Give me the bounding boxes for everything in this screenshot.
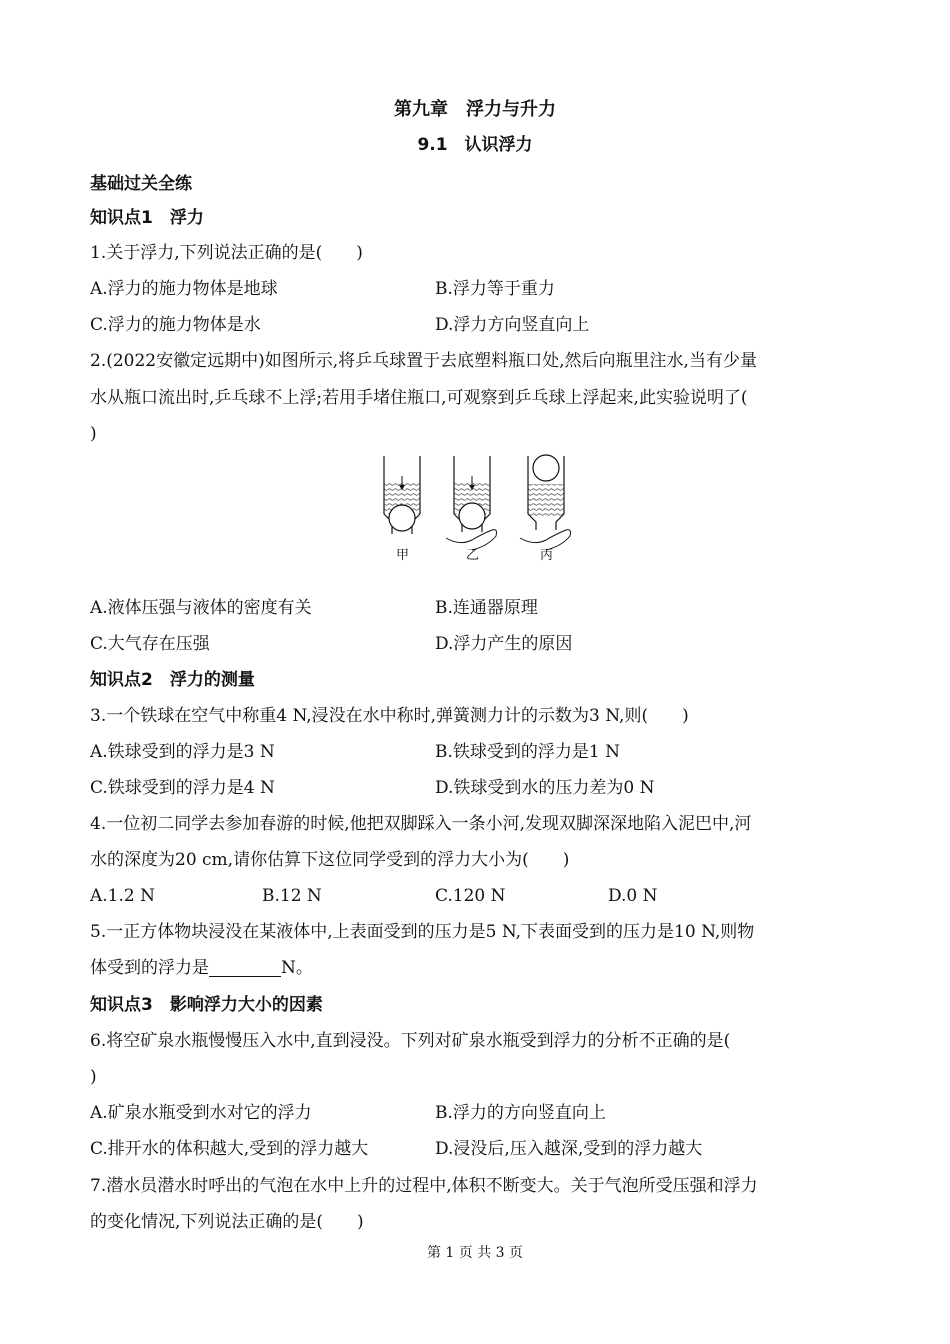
- question-1-option-d: D.浮力方向竖直向上: [435, 315, 590, 335]
- question-6-option-c: C.排开水的体积越大,受到的浮力越大: [90, 1139, 369, 1159]
- bottle-bing: [520, 455, 571, 550]
- question-4-line-2: 水的深度为20 cm,请你估算下这位同学受到的浮力大小为( ): [90, 850, 570, 870]
- question-3-option-c: C.铁球受到的浮力是4 N: [90, 778, 275, 798]
- question-1-option-c: C.浮力的施力物体是水: [90, 315, 261, 335]
- bottle-yi: [446, 456, 497, 550]
- figure-label-jia: 甲: [396, 548, 410, 563]
- question-3-option-b: B.铁球受到的浮力是1 N: [435, 742, 620, 762]
- question-3-option-d: D.铁球受到水的压力差为0 N: [435, 778, 655, 798]
- figure-label-bing: 丙: [540, 548, 554, 563]
- question-5-line-1: 5.一正方体物块浸没在某液体中,上表面受到的压力是5 N,下表面受到的压力是10 N,则物: [90, 922, 755, 942]
- question-2-option-d: D.浮力产生的原因: [435, 634, 573, 654]
- question-1-option-a: A.浮力的施力物体是地球: [90, 279, 278, 299]
- knowledge-point-1: 知识点1 浮力: [90, 208, 204, 228]
- question-4-option-c: C.120 N: [435, 886, 506, 906]
- question-7-line-2: 的变化情况,下列说法正确的是( ): [90, 1212, 364, 1232]
- question-2-option-a: A.液体压强与液体的密度有关: [90, 598, 312, 618]
- bottle-jia: [384, 456, 420, 534]
- question-2-line-2: 水从瓶口流出时,乒乓球不上浮;若用手堵住瓶口,可观察到乒乓球上浮起来,此实验说明了(: [90, 388, 748, 408]
- knowledge-point-3: 知识点3 影响浮力大小的因素: [90, 995, 323, 1015]
- practice-title: 基础过关全练: [90, 174, 192, 194]
- question-7-line-1: 7.潜水员潜水时呼出的气泡在水中上升的过程中,体积不断变大。关于气泡所受压强和浮力: [90, 1176, 758, 1196]
- question-2-option-b: B.连通器原理: [435, 598, 538, 618]
- question-6-line-2: ): [90, 1067, 97, 1087]
- question-6-option-b: B.浮力的方向竖直向上: [435, 1103, 606, 1123]
- question-6-option-d: D.浸没后,压入越深,受到的浮力越大: [435, 1139, 703, 1159]
- section-title: 9.1 认识浮力: [417, 135, 533, 155]
- answer-blank[interactable]: [209, 958, 281, 977]
- question-2-line-1: 2.(2022安徽定远期中)如图所示,将乒乓球置于去底塑料瓶口处,然后向瓶里注水,当有少量: [90, 351, 757, 371]
- question-2-line-3: ): [90, 424, 97, 444]
- question-5-line-2: [90, 956, 313, 980]
- question-6-option-a: A.矿泉水瓶受到水对它的浮力: [90, 1103, 312, 1123]
- chapter-title: 第九章 浮力与升力: [394, 99, 556, 120]
- question-6-line-1: 6.将空矿泉水瓶慢慢压入水中,直到浸没。下列对矿泉水瓶受到浮力的分析不正确的是(: [90, 1031, 731, 1051]
- page-footer: 第 1 页 共 3 页: [426, 1245, 524, 1261]
- question-4-option-a: A.1.2 N: [90, 886, 155, 906]
- knowledge-point-2: 知识点2 浮力的测量: [90, 670, 255, 690]
- question-1-option-b: B.浮力等于重力: [435, 279, 555, 299]
- question-1-stem: 1.关于浮力,下列说法正确的是( ): [90, 243, 363, 263]
- question-5-text-before-blank: 体受到的浮力是: [90, 958, 209, 978]
- question-3-option-a: A.铁球受到的浮力是3 N: [90, 742, 275, 762]
- figure-label-yi: 乙: [466, 548, 480, 563]
- question-4-line-1: 4.一位初二同学去参加春游的时候,他把双脚踩入一条小河,发现双脚深深地陷入泥巴中,河: [90, 814, 752, 834]
- question-4-option-b: B.12 N: [262, 886, 322, 906]
- question-3-stem: 3.一个铁球在空气中称重4 N,浸没在水中称时,弹簧测力计的示数为3 N,则( ): [90, 706, 689, 726]
- question-2-option-c: C.大气存在压强: [90, 634, 210, 654]
- question-5-unit: N。: [281, 958, 313, 978]
- question-4-option-d: D.0 N: [608, 886, 658, 906]
